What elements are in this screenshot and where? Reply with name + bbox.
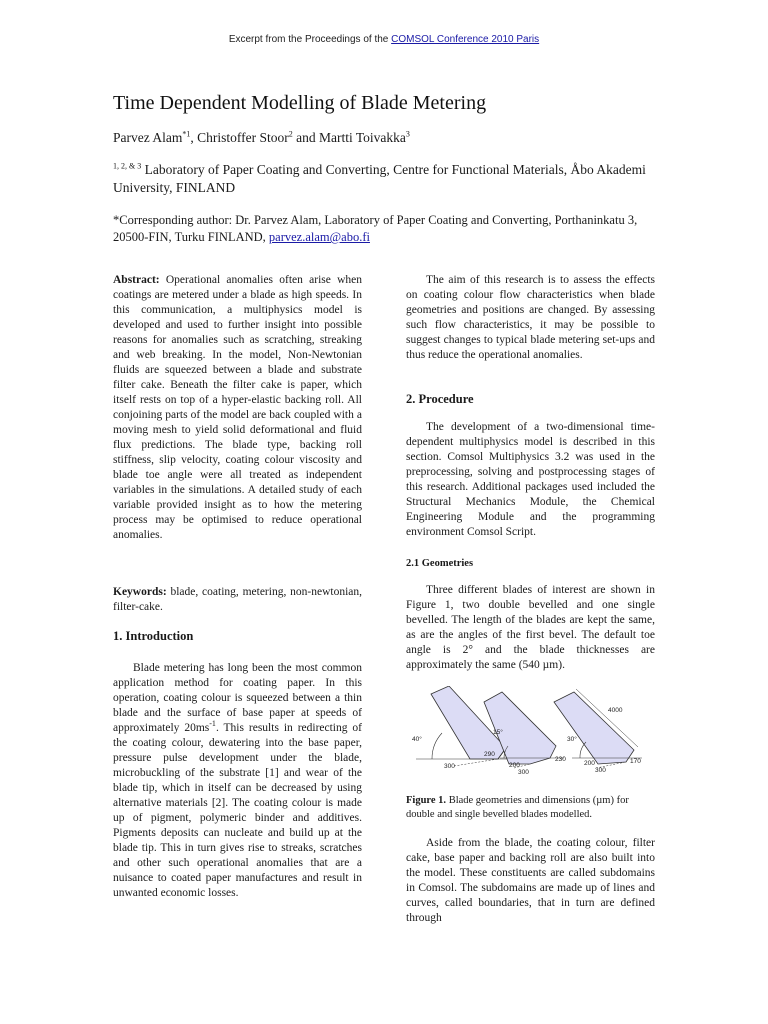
figure-caption-paragraph bbox=[406, 794, 655, 822]
comsol-conference-link[interactable]: COMSOL Conference 2010 Paris bbox=[391, 34, 540, 45]
subdomains-block bbox=[406, 836, 655, 926]
intro-text-after: . This results in redirecting of the coating colour, dewatering into the base paper, pressure pulse development under the blade, microbuckling of the substrate [1] and wear of the blade tip, which in itself can be decreased by using alternative materials [2]. The coating colour is made up of pigment, polymeric binder and additives. Pigments deposits can nucleate and build up at the blade tip. This in turn gives rise to streaks, scratches and other such operational anomalies that are a nuisance to coated paper manufactures and result in unwanted economic losses. bbox=[113, 722, 363, 899]
header-prefix: Excerpt from the Proceedings of the bbox=[228, 34, 392, 45]
procedure-paragraph: The development of a two-dimensional time-dependent multiphysics model is described in this section. Comsol Multiphysics 3.2 was used in the preprocessing, solving and postprocessing stages of this research. Additional packages used included the Structural Mechanics Module, the Chemical Engineering Module and the programming environment Comsol Script. bbox=[406, 421, 655, 538]
abstract-label: Abstract: bbox=[113, 274, 160, 286]
figure-caption-label: Figure 1. bbox=[406, 795, 447, 806]
blade-2 bbox=[484, 692, 566, 776]
keywords-label: Keywords: bbox=[113, 586, 167, 598]
blade-3-length-label: 4000 bbox=[608, 707, 623, 714]
abstract-text: Operational anomalies often arise when coatings are metered under a blade as high speeds. In this communication, a multiphysics model is developed and used to further insight into possible reasons for anomalies such as scratching, streaking and web breaking. In the model, Non-Newtonian fluids are squeezed between a blade and substrate filter cake. Beneath the filter cake is paper, which itself rests on top of a hyper-elastic backing roll. All conjoining parts of the model are back coupled with a moving mesh to yield solid deformational and fluid flux predictions. The blade type, backing roll stiffness, slip velocity, coating colour viscosity and blade toe angle were all treated as independent variables in the simulations. A detailed study of each variable provided insight as to how the metering process may be optimised to reduce operational anomalies. bbox=[113, 274, 362, 541]
blade-3-dim2-label: 300 bbox=[595, 767, 606, 774]
blade-1-angle-arc bbox=[432, 733, 442, 759]
author-1: Parvez Alam bbox=[113, 130, 183, 145]
blade-2-dim2-label: 300 bbox=[518, 769, 529, 776]
authors-separator: and bbox=[292, 130, 319, 145]
keywords-text: blade, coating, metering, non-newtonian, filter-cake. bbox=[113, 586, 362, 613]
intro-text-before: Blade metering has long been the most common application method for coating paper. In this operation, coating colour is squeezed between a thin blade and the surface of base paper at speeds of approximately 20ms bbox=[113, 662, 362, 734]
blade-3-angle-label: 30° bbox=[567, 736, 577, 743]
geometries-block bbox=[406, 583, 655, 673]
blade-2-dim3-label: 230 bbox=[555, 756, 566, 763]
email-link[interactable]: parvez.alam@abo.fi bbox=[268, 230, 370, 244]
blade-3-dim3-label: 170 bbox=[630, 758, 641, 765]
keywords-block bbox=[113, 585, 362, 615]
author-3-sup: 3 bbox=[405, 129, 410, 139]
introduction-block bbox=[113, 661, 362, 901]
authors-separator: , bbox=[190, 130, 198, 145]
geometries-heading: 2.1 Geometries bbox=[406, 558, 474, 569]
corresponding-text: *Corresponding author: Dr. Parvez Alam, Laboratory of Paper Coating and Converting, Porthaninkatu 3, 20500-FIN, Turku FINLAND, bbox=[113, 213, 638, 244]
figure-1-caption bbox=[406, 794, 655, 822]
aim-paragraph: The aim of this research is to assess the effects on coating colour flow characteristics when blade geometries and positions are changed. By assessing such flow characteristics, it may be possible to suggest changes to typical blade metering set-ups and thus reduce the operational anomalies. bbox=[406, 274, 655, 361]
blade-1-dim1-label: 300 bbox=[444, 763, 455, 770]
introduction-paragraph bbox=[113, 661, 362, 901]
paper-title: Time Dependent Modelling of Blade Metering bbox=[113, 92, 487, 114]
intro-sup: -1 bbox=[209, 719, 216, 729]
aim-block bbox=[406, 273, 655, 363]
blade-3 bbox=[554, 689, 642, 774]
keywords-paragraph bbox=[113, 585, 362, 615]
blade-1-dim2-label: 290 bbox=[484, 751, 495, 758]
blade-3-shape bbox=[554, 692, 634, 764]
blade-2-angle-label: 15° bbox=[493, 729, 503, 736]
author-3: Martti Toivakka bbox=[318, 130, 406, 145]
geometries-paragraph: Three different blades of interest are shown in Figure 1, two double bevelled and one single bevelled. The length of the blades are kept the same, as are the angles of the first bevel. The default toe angle is 2° and the blade thicknesses are approximately the same (540 µm). bbox=[406, 584, 655, 671]
subdomains-paragraph: Aside from the blade, the coating colour, filter cake, base paper and backing roll are also built into the model. These constituents are called subdomains in Comsol. The subdomains are made up of lines and curves, called boundaries, that in turn are defined through bbox=[406, 837, 655, 924]
left-column bbox=[113, 273, 362, 543]
authors-line bbox=[113, 130, 410, 146]
procedure-block bbox=[406, 420, 655, 540]
introduction-heading: 1. Introduction bbox=[113, 629, 194, 643]
affiliation-sup: 1, 2, & 3 bbox=[113, 161, 142, 171]
abstract-paragraph bbox=[113, 273, 362, 543]
author-1-sup: *1 bbox=[182, 129, 191, 139]
author-2: Christoffer Stoor bbox=[197, 130, 289, 145]
procedure-heading: 2. Procedure bbox=[406, 392, 474, 406]
excerpt-header bbox=[0, 34, 768, 45]
blade-geometry-figure bbox=[404, 686, 658, 778]
corresponding-author bbox=[113, 212, 673, 246]
author-2-sup: 2 bbox=[288, 129, 293, 139]
blade-3-dim1-label: 200 bbox=[584, 760, 595, 767]
blade-1-angle-label: 40° bbox=[412, 736, 422, 743]
affiliation bbox=[113, 161, 673, 197]
blade-1-dim-line bbox=[454, 759, 498, 766]
blade-2-dim1-label: 200 bbox=[509, 762, 520, 769]
figure-caption-text: Blade geometries and dimensions (µm) for double and single bevelled blades modelled. bbox=[406, 795, 629, 820]
affiliation-text: Laboratory of Paper Coating and Converting, Centre for Functional Materials, Åbo Akademi University, FINLAND bbox=[113, 162, 646, 195]
